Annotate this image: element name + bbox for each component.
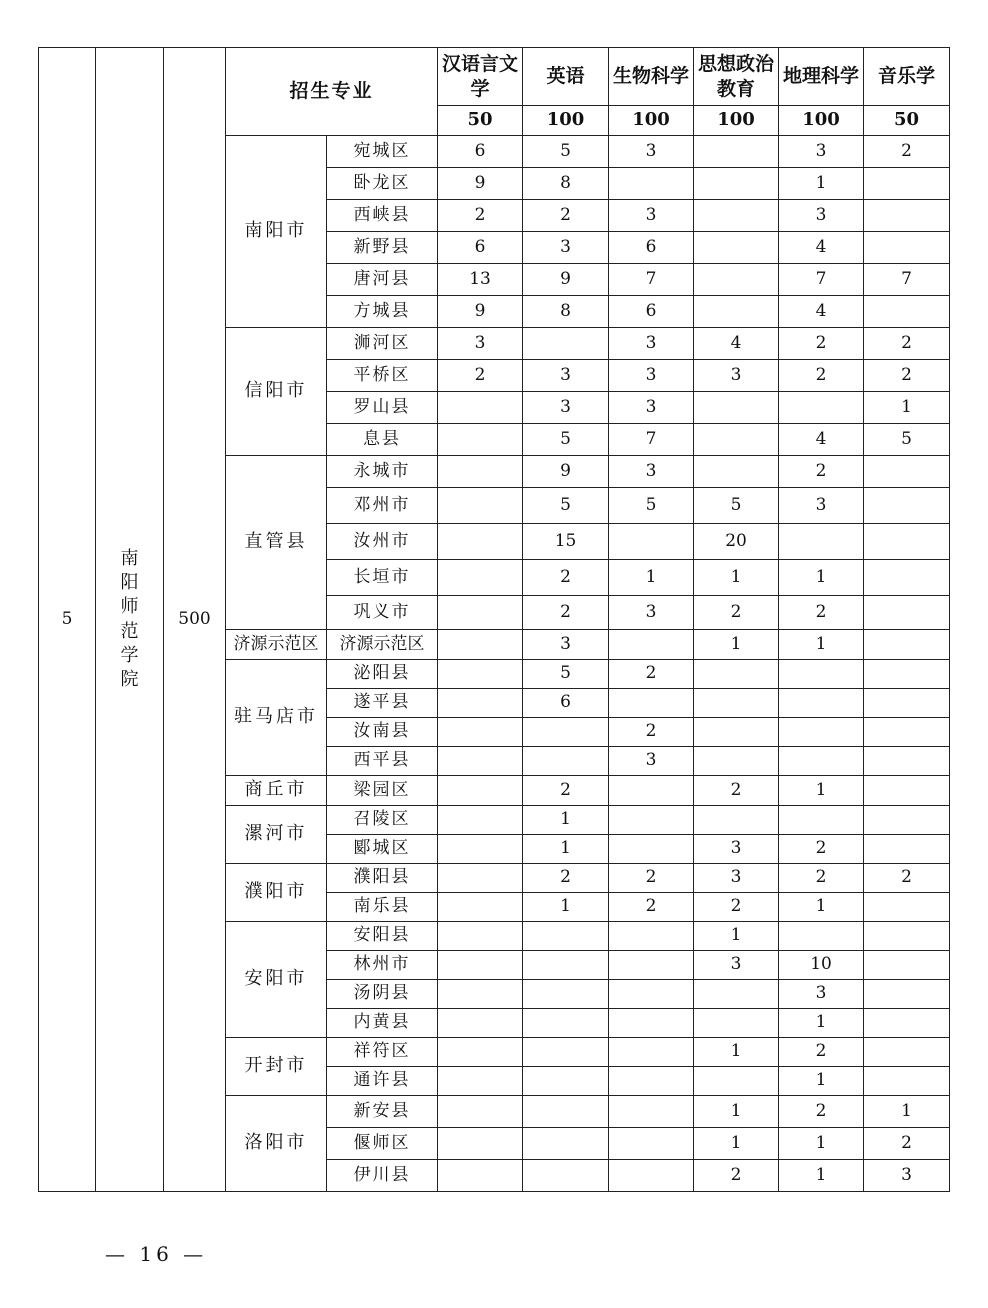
quota-value: 5 bbox=[523, 136, 609, 168]
county-cell: 郾城区 bbox=[327, 835, 438, 864]
quota-value: 3 bbox=[523, 392, 609, 424]
quota-value: 2 bbox=[864, 136, 950, 168]
quota-value: 3 bbox=[694, 951, 779, 980]
quota-value: 3 bbox=[694, 864, 779, 893]
county-cell: 巩义市 bbox=[327, 596, 438, 630]
quota-value bbox=[438, 560, 523, 596]
county-cell: 汝州市 bbox=[327, 524, 438, 560]
quota-value: 3 bbox=[694, 360, 779, 392]
city-cell: 安阳市 bbox=[226, 922, 327, 1038]
major-quota: 100 bbox=[779, 106, 864, 136]
quota-value bbox=[864, 835, 950, 864]
county-cell: 长垣市 bbox=[327, 560, 438, 596]
quota-value bbox=[438, 424, 523, 456]
quota-value: 9 bbox=[438, 296, 523, 328]
quota-value: 3 bbox=[609, 747, 694, 776]
quota-value: 3 bbox=[779, 200, 864, 232]
quota-value bbox=[864, 893, 950, 922]
quota-value: 3 bbox=[694, 835, 779, 864]
county-cell: 唐河县 bbox=[327, 264, 438, 296]
quota-value: 3 bbox=[609, 136, 694, 168]
quota-value: 1 bbox=[864, 392, 950, 424]
city-cell: 信阳市 bbox=[226, 328, 327, 456]
city-cell: 南阳市 bbox=[226, 136, 327, 328]
quota-value bbox=[694, 1009, 779, 1038]
city-cell: 商丘市 bbox=[226, 776, 327, 806]
quota-value bbox=[694, 660, 779, 689]
quota-value bbox=[864, 980, 950, 1009]
quota-value: 2 bbox=[864, 864, 950, 893]
quota-value: 2 bbox=[864, 328, 950, 360]
quota-value bbox=[523, 1160, 609, 1192]
quota-value bbox=[609, 980, 694, 1009]
county-cell: 遂平县 bbox=[327, 689, 438, 718]
quota-value bbox=[864, 718, 950, 747]
quota-value: 4 bbox=[779, 424, 864, 456]
county-cell: 浉河区 bbox=[327, 328, 438, 360]
quota-value bbox=[779, 922, 864, 951]
quota-value: 7 bbox=[609, 264, 694, 296]
quota-value bbox=[864, 200, 950, 232]
quota-value bbox=[523, 747, 609, 776]
quota-value bbox=[864, 806, 950, 835]
quota-value bbox=[694, 264, 779, 296]
quota-value: 1 bbox=[779, 776, 864, 806]
quota-value: 1 bbox=[864, 1096, 950, 1128]
major-quota: 100 bbox=[609, 106, 694, 136]
county-cell: 内黄县 bbox=[327, 1009, 438, 1038]
quota-value: 6 bbox=[438, 232, 523, 264]
quota-value bbox=[864, 596, 950, 630]
quota-value bbox=[864, 951, 950, 980]
city-cell: 直管县 bbox=[226, 456, 327, 630]
major-quota: 100 bbox=[523, 106, 609, 136]
county-cell: 永城市 bbox=[327, 456, 438, 488]
quota-value bbox=[438, 1009, 523, 1038]
quota-value bbox=[609, 168, 694, 200]
school-name-text: 南阳师范学院 bbox=[120, 547, 139, 691]
quota-value bbox=[779, 747, 864, 776]
county-cell: 安阳县 bbox=[327, 922, 438, 951]
quota-value: 1 bbox=[609, 560, 694, 596]
county-cell: 宛城区 bbox=[327, 136, 438, 168]
quota-value: 5 bbox=[523, 424, 609, 456]
county-cell: 济源示范区 bbox=[327, 630, 438, 660]
county-cell: 西峡县 bbox=[327, 200, 438, 232]
quota-value: 2 bbox=[779, 1038, 864, 1067]
quota-value bbox=[609, 524, 694, 560]
major-quota: 100 bbox=[694, 106, 779, 136]
quota-value: 2 bbox=[779, 835, 864, 864]
quota-value bbox=[609, 1009, 694, 1038]
quota-value: 6 bbox=[609, 296, 694, 328]
quota-value bbox=[864, 1038, 950, 1067]
quota-value: 2 bbox=[438, 360, 523, 392]
quota-value: 2 bbox=[694, 776, 779, 806]
quota-value: 3 bbox=[864, 1160, 950, 1192]
quota-value: 15 bbox=[523, 524, 609, 560]
quota-value: 3 bbox=[779, 488, 864, 524]
quota-value bbox=[438, 864, 523, 893]
city-cell: 济源示范区 bbox=[226, 630, 327, 660]
quota-value bbox=[864, 660, 950, 689]
quota-value bbox=[694, 392, 779, 424]
quota-value bbox=[694, 424, 779, 456]
quota-value bbox=[438, 689, 523, 718]
enrollment-quota-table bbox=[38, 47, 949, 1193]
quota-value bbox=[609, 951, 694, 980]
quota-value: 1 bbox=[779, 893, 864, 922]
county-cell: 伊川县 bbox=[327, 1160, 438, 1192]
quota-value bbox=[864, 1067, 950, 1096]
quota-value bbox=[523, 980, 609, 1009]
quota-value: 1 bbox=[779, 630, 864, 660]
school-name bbox=[96, 48, 164, 1192]
quota-value: 1 bbox=[779, 1067, 864, 1096]
city-cell: 濮阳市 bbox=[226, 864, 327, 922]
quota-value: 2 bbox=[864, 1128, 950, 1160]
quota-value: 2 bbox=[523, 560, 609, 596]
county-cell: 息县 bbox=[327, 424, 438, 456]
major-quota: 50 bbox=[864, 106, 950, 136]
quota-value bbox=[438, 1038, 523, 1067]
county-cell: 偃师区 bbox=[327, 1128, 438, 1160]
major-name: 汉语言文学 bbox=[438, 48, 523, 106]
quota-value bbox=[438, 1096, 523, 1128]
quota-value bbox=[438, 922, 523, 951]
quota-value bbox=[864, 747, 950, 776]
quota-value bbox=[864, 168, 950, 200]
quota-value bbox=[864, 630, 950, 660]
quota-value bbox=[523, 1067, 609, 1096]
quota-value bbox=[438, 893, 523, 922]
quota-value: 7 bbox=[609, 424, 694, 456]
quota-value bbox=[438, 596, 523, 630]
quota-value bbox=[523, 1096, 609, 1128]
quota-value: 13 bbox=[438, 264, 523, 296]
county-cell: 通许县 bbox=[327, 1067, 438, 1096]
quota-value: 5 bbox=[523, 488, 609, 524]
quota-value bbox=[694, 689, 779, 718]
quota-value: 3 bbox=[609, 328, 694, 360]
quota-value bbox=[779, 660, 864, 689]
major-name: 英语 bbox=[523, 48, 609, 106]
quota-value: 1 bbox=[694, 1096, 779, 1128]
quota-value: 6 bbox=[523, 689, 609, 718]
quota-value bbox=[438, 660, 523, 689]
quota-value bbox=[438, 524, 523, 560]
quota-value bbox=[438, 747, 523, 776]
quota-value: 9 bbox=[523, 264, 609, 296]
quota-value bbox=[779, 806, 864, 835]
quota-value bbox=[694, 136, 779, 168]
quota-value bbox=[523, 718, 609, 747]
quota-value bbox=[438, 488, 523, 524]
quota-value bbox=[609, 1067, 694, 1096]
quota-value bbox=[609, 630, 694, 660]
quota-value bbox=[438, 392, 523, 424]
quota-value: 1 bbox=[694, 560, 779, 596]
quota-value: 5 bbox=[609, 488, 694, 524]
quota-value bbox=[694, 232, 779, 264]
quota-value bbox=[438, 630, 523, 660]
quota-value bbox=[694, 456, 779, 488]
quota-value: 3 bbox=[609, 596, 694, 630]
quota-value: 1 bbox=[779, 560, 864, 596]
quota-value bbox=[523, 922, 609, 951]
quota-value: 4 bbox=[779, 296, 864, 328]
county-cell: 林州市 bbox=[327, 951, 438, 980]
quota-value bbox=[438, 951, 523, 980]
quota-value: 5 bbox=[523, 660, 609, 689]
quota-value: 5 bbox=[864, 424, 950, 456]
county-cell: 平桥区 bbox=[327, 360, 438, 392]
county-cell: 泌阳县 bbox=[327, 660, 438, 689]
quota-value bbox=[864, 456, 950, 488]
quota-value: 8 bbox=[523, 168, 609, 200]
quota-value bbox=[609, 1128, 694, 1160]
quota-value: 3 bbox=[779, 136, 864, 168]
county-cell: 濮阳县 bbox=[327, 864, 438, 893]
quota-value: 1 bbox=[694, 1038, 779, 1067]
quota-value: 2 bbox=[694, 596, 779, 630]
quota-value: 1 bbox=[694, 630, 779, 660]
quota-value bbox=[694, 747, 779, 776]
quota-value bbox=[438, 456, 523, 488]
quota-value: 10 bbox=[779, 951, 864, 980]
quota-value: 1 bbox=[779, 1009, 864, 1038]
quota-value: 2 bbox=[609, 864, 694, 893]
quota-value: 2 bbox=[779, 596, 864, 630]
quota-value: 1 bbox=[694, 1128, 779, 1160]
county-cell: 新野县 bbox=[327, 232, 438, 264]
quota-value bbox=[779, 524, 864, 560]
quota-value bbox=[864, 776, 950, 806]
quota-value: 1 bbox=[779, 1160, 864, 1192]
quota-value: 8 bbox=[523, 296, 609, 328]
quota-value bbox=[694, 806, 779, 835]
quota-value: 2 bbox=[609, 893, 694, 922]
quota-value: 2 bbox=[779, 864, 864, 893]
quota-value: 4 bbox=[779, 232, 864, 264]
county-cell: 南乐县 bbox=[327, 893, 438, 922]
quota-value bbox=[438, 1128, 523, 1160]
quota-value: 9 bbox=[523, 456, 609, 488]
quota-value bbox=[523, 1009, 609, 1038]
quota-value: 2 bbox=[523, 864, 609, 893]
quota-value bbox=[864, 296, 950, 328]
quota-value: 2 bbox=[523, 776, 609, 806]
quota-value bbox=[609, 806, 694, 835]
quota-value bbox=[779, 689, 864, 718]
quota-value bbox=[438, 1160, 523, 1192]
county-cell: 新安县 bbox=[327, 1096, 438, 1128]
county-cell: 汤阴县 bbox=[327, 980, 438, 1009]
quota-table bbox=[38, 47, 950, 1192]
quota-value: 3 bbox=[609, 360, 694, 392]
quota-value bbox=[609, 835, 694, 864]
quota-value: 2 bbox=[779, 360, 864, 392]
quota-value: 1 bbox=[523, 835, 609, 864]
seq-cell: 5 bbox=[39, 48, 96, 1192]
major-name: 思想政治教育 bbox=[694, 48, 779, 106]
quota-value bbox=[864, 1009, 950, 1038]
county-cell: 梁园区 bbox=[327, 776, 438, 806]
quota-value: 2 bbox=[694, 893, 779, 922]
quota-value: 6 bbox=[609, 232, 694, 264]
quota-value: 2 bbox=[694, 1160, 779, 1192]
total-quota: 500 bbox=[164, 48, 226, 1192]
quota-value: 20 bbox=[694, 524, 779, 560]
quota-value bbox=[438, 718, 523, 747]
quota-value: 3 bbox=[609, 200, 694, 232]
quota-value bbox=[864, 524, 950, 560]
quota-value: 3 bbox=[523, 360, 609, 392]
quota-value: 2 bbox=[438, 200, 523, 232]
quota-value bbox=[438, 806, 523, 835]
quota-value bbox=[523, 328, 609, 360]
county-cell: 方城县 bbox=[327, 296, 438, 328]
quota-value: 5 bbox=[694, 488, 779, 524]
county-cell: 召陵区 bbox=[327, 806, 438, 835]
quota-value bbox=[609, 1160, 694, 1192]
quota-value bbox=[438, 776, 523, 806]
county-cell: 汝南县 bbox=[327, 718, 438, 747]
quota-value bbox=[864, 232, 950, 264]
quota-value: 3 bbox=[609, 456, 694, 488]
city-cell: 驻马店市 bbox=[226, 660, 327, 776]
county-cell: 祥符区 bbox=[327, 1038, 438, 1067]
quota-value bbox=[864, 689, 950, 718]
quota-value bbox=[609, 689, 694, 718]
city-cell: 漯河市 bbox=[226, 806, 327, 864]
page-number: — 16 — bbox=[105, 1242, 208, 1266]
quota-value bbox=[864, 560, 950, 596]
quota-value bbox=[694, 168, 779, 200]
quota-value bbox=[609, 1038, 694, 1067]
quota-value bbox=[694, 200, 779, 232]
quota-value bbox=[864, 488, 950, 524]
quota-value: 2 bbox=[523, 596, 609, 630]
quota-value bbox=[779, 718, 864, 747]
quota-value: 2 bbox=[609, 660, 694, 689]
header-row bbox=[39, 48, 950, 106]
quota-value bbox=[779, 392, 864, 424]
major-header: 招生专业 bbox=[226, 48, 438, 136]
quota-value: 2 bbox=[779, 1096, 864, 1128]
quota-value: 2 bbox=[779, 456, 864, 488]
quota-value: 6 bbox=[438, 136, 523, 168]
quota-value bbox=[523, 951, 609, 980]
quota-value bbox=[609, 922, 694, 951]
quota-value bbox=[609, 1096, 694, 1128]
quota-value: 1 bbox=[694, 922, 779, 951]
county-cell: 卧龙区 bbox=[327, 168, 438, 200]
quota-value bbox=[694, 296, 779, 328]
quota-value bbox=[694, 1067, 779, 1096]
quota-value: 4 bbox=[694, 328, 779, 360]
quota-value: 2 bbox=[864, 360, 950, 392]
quota-value: 3 bbox=[609, 392, 694, 424]
quota-value bbox=[438, 980, 523, 1009]
county-cell: 邓州市 bbox=[327, 488, 438, 524]
quota-value: 3 bbox=[438, 328, 523, 360]
quota-value bbox=[438, 835, 523, 864]
quota-value: 2 bbox=[609, 718, 694, 747]
quota-value: 1 bbox=[523, 893, 609, 922]
quota-value: 3 bbox=[523, 630, 609, 660]
quota-value: 9 bbox=[438, 168, 523, 200]
quota-value: 3 bbox=[779, 980, 864, 1009]
quota-value: 2 bbox=[523, 200, 609, 232]
quota-value bbox=[523, 1128, 609, 1160]
quota-value: 7 bbox=[779, 264, 864, 296]
quota-value bbox=[523, 1038, 609, 1067]
quota-value bbox=[694, 980, 779, 1009]
county-cell: 西平县 bbox=[327, 747, 438, 776]
city-cell: 开封市 bbox=[226, 1038, 327, 1096]
quota-value: 1 bbox=[523, 806, 609, 835]
quota-value: 7 bbox=[864, 264, 950, 296]
quota-value bbox=[864, 922, 950, 951]
quota-value: 2 bbox=[779, 328, 864, 360]
quota-value: 1 bbox=[779, 168, 864, 200]
quota-value bbox=[609, 776, 694, 806]
major-name: 生物科学 bbox=[609, 48, 694, 106]
major-name: 音乐学 bbox=[864, 48, 950, 106]
quota-value bbox=[438, 1067, 523, 1096]
city-cell: 洛阳市 bbox=[226, 1096, 327, 1192]
quota-value bbox=[694, 718, 779, 747]
major-quota: 50 bbox=[438, 106, 523, 136]
county-cell: 罗山县 bbox=[327, 392, 438, 424]
quota-value: 1 bbox=[779, 1128, 864, 1160]
major-name: 地理科学 bbox=[779, 48, 864, 106]
quota-value: 3 bbox=[523, 232, 609, 264]
